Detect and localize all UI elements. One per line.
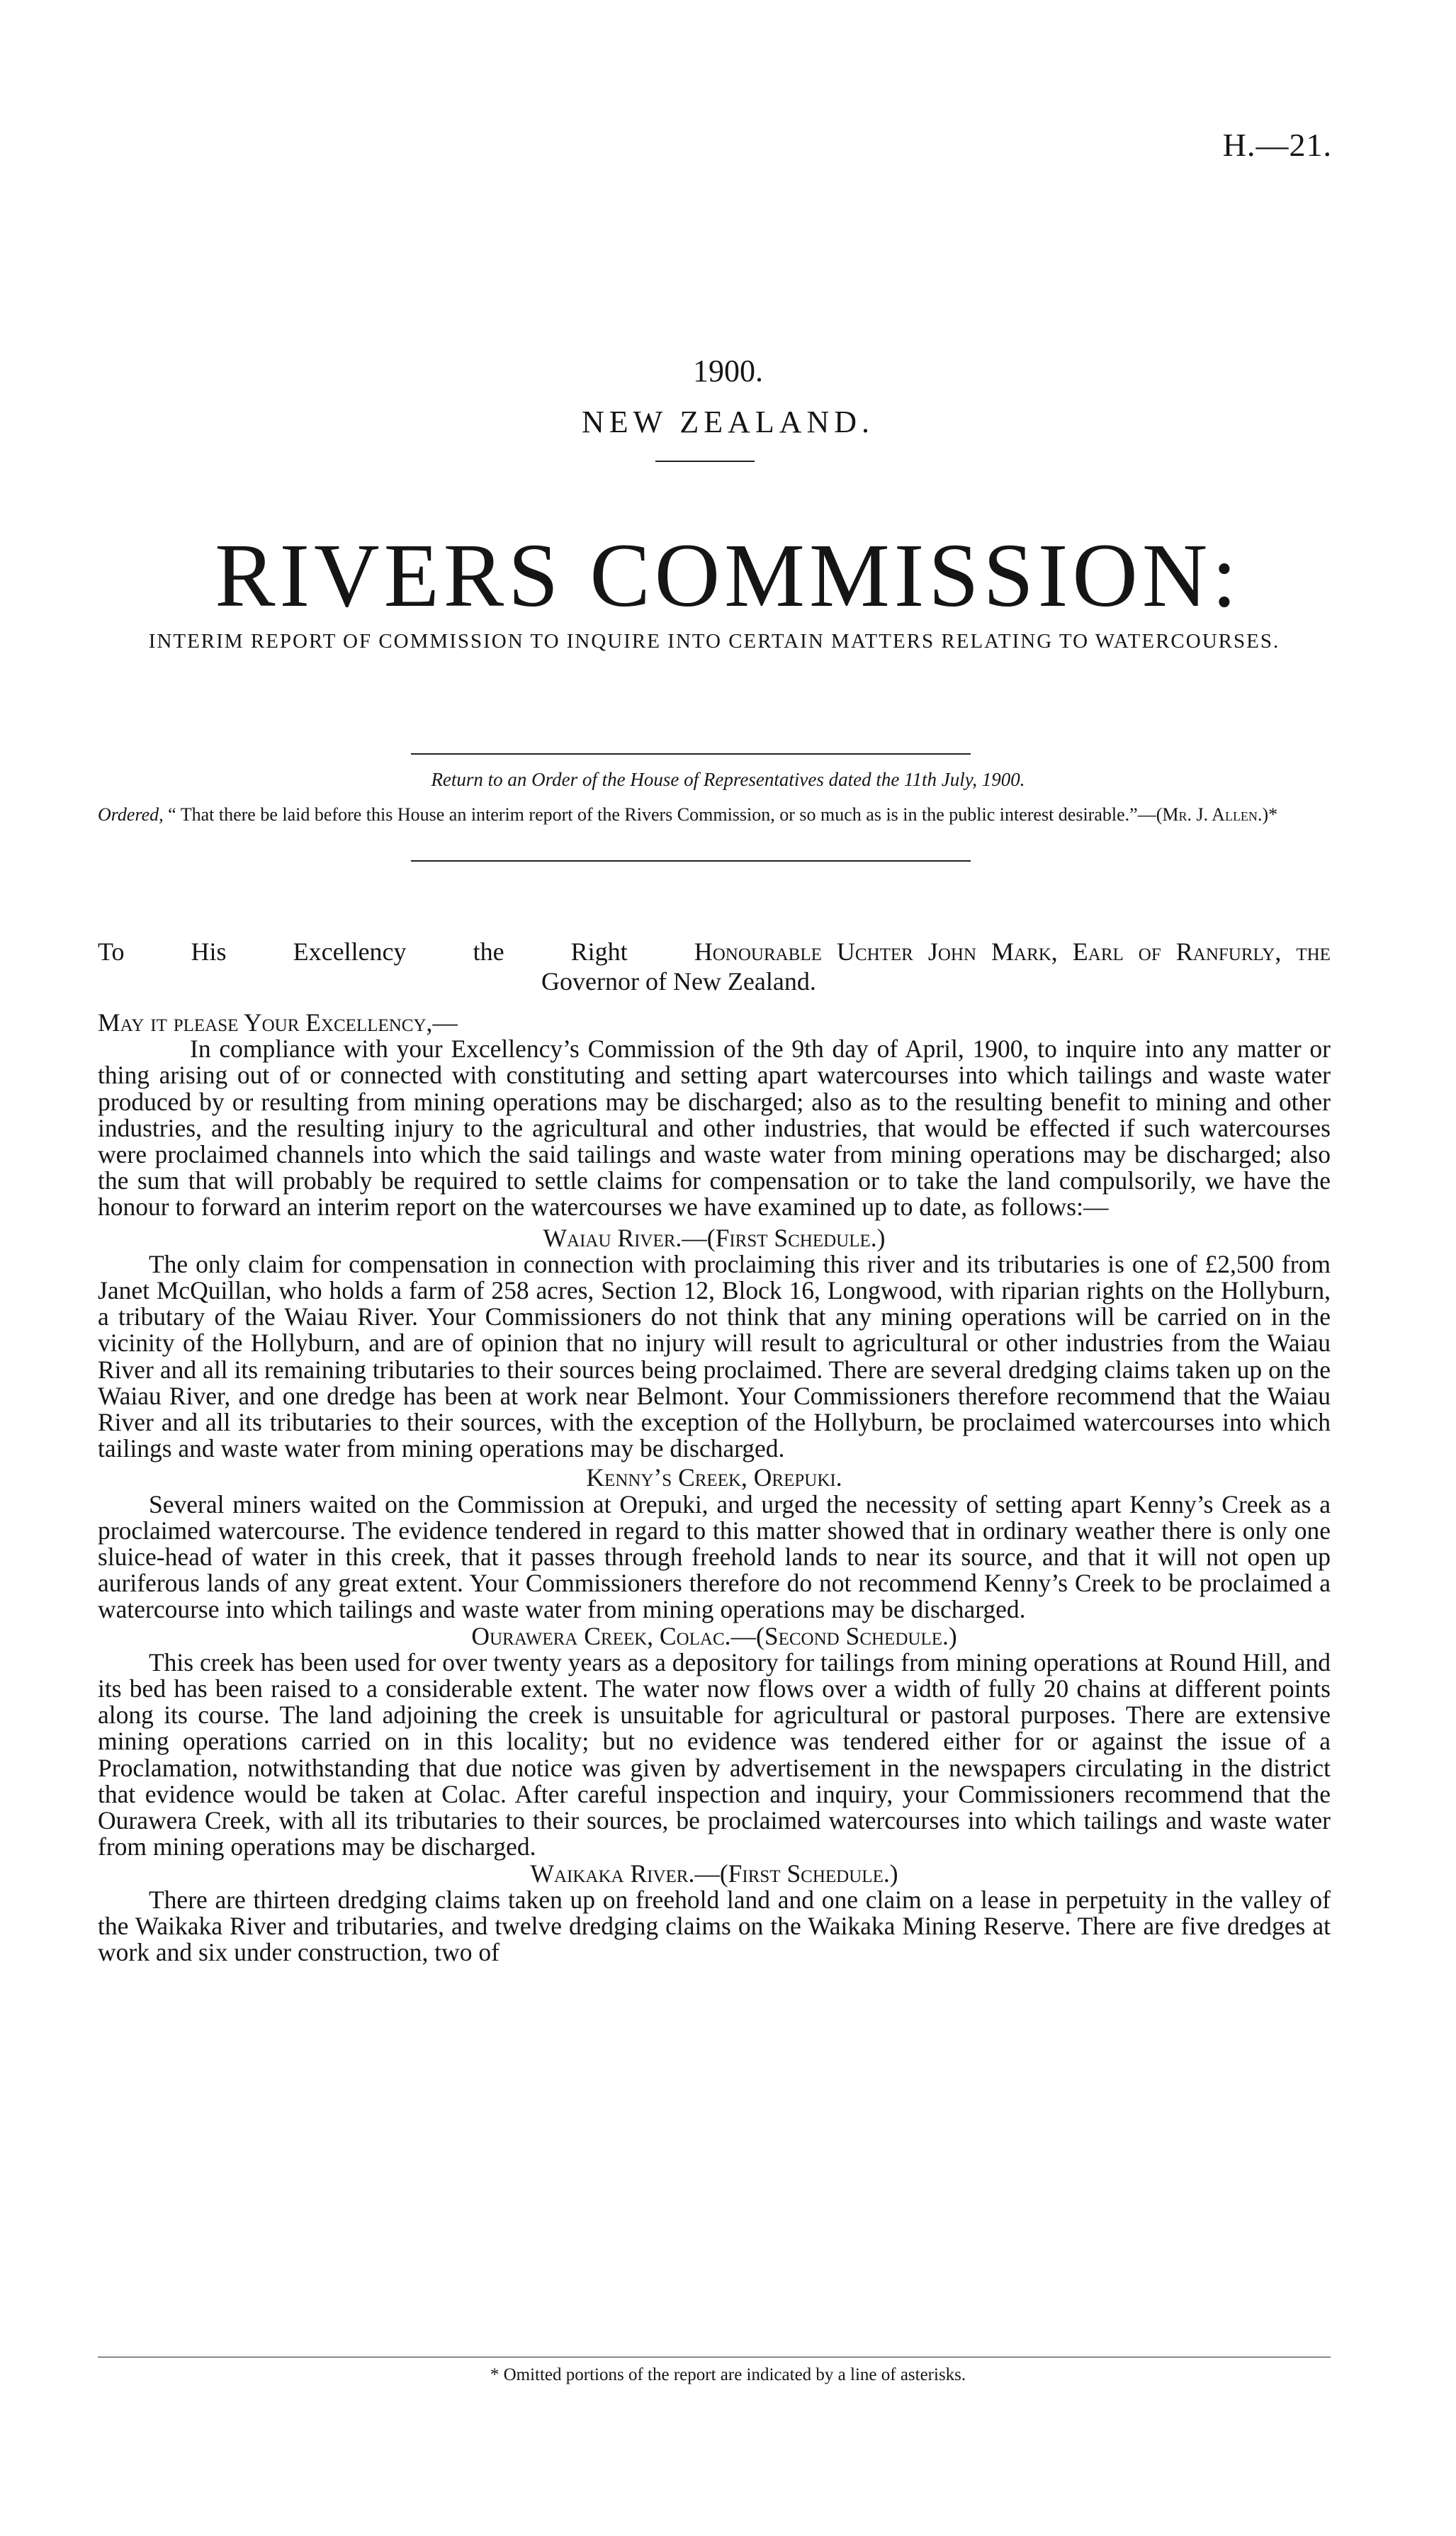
address-word: Excellency <box>293 937 407 966</box>
order-top-rule <box>411 753 971 755</box>
footnote: * Omitted portions of the report are indicated by a line of asterisks. <box>490 2365 966 2384</box>
order-bottom-rule <box>411 860 971 862</box>
intro-paragraph: In compliance with your Excellency’s Commission of the 9th day of April, 1900, to inquire into any matter or thing arising out of or connected with constituting and setting apart watercourses into which tailings and waste water produced by or resulting from mining operations may be discharged; also as to the resulting benefit to mining and other industries, and the resulting injury to the agricultural and other industries, that would be effected if such watercourses were proclaimed channels into which the said tailings and waste water from mining operations may be discharged; also the sum that will probably be required to settle claims for compensation or to take the land compulsorily, we have the honour to forward an interim report on the watercourses we have examined up to date, as follows:— <box>98 1035 1331 1222</box>
report-year: 1900. <box>693 354 763 388</box>
page-reference: H.—21. <box>1222 127 1332 163</box>
section-heading-ourawera: Ourawera Creek, Colac.—(Second Schedule.) <box>471 1621 957 1650</box>
document-subtitle: INTERIM REPORT OF COMMISSION TO INQUIRE INTO CERTAIN MATTERS RELATING TO WATERCOURSES. <box>148 630 1280 653</box>
ordered-mover: Mr. J. Allen <box>1162 804 1258 825</box>
document-title: RIVERS COMMISSION: <box>215 525 1241 626</box>
section-heading-waikaka: Waikaka River.—(First Schedule.) <box>530 1859 898 1888</box>
salutation: May it please Your Excellency,— <box>98 1008 458 1037</box>
section-text-kennys-creek: Several miners waited on the Commission at Orepuki, and urged the necessity of setting apart Kenny’s Creek as a proclaimed watercourse. The evidence tendered in regard to this matter showed that in ordinary weather there is only one sluice-head of water in this creek, that it passes through freehold lands to near its source, and that it will not open up auriferous lands of any great extent. Your Commissioners therefore do not recommend Kenny’s Creek to be proclaimed a watercourse into which tailings and waste water from mining operations may be discharged. <box>98 1489 1331 1624</box>
title-rule <box>655 461 755 462</box>
address-word: His <box>191 937 227 966</box>
ordered-end: .)* <box>1257 804 1278 825</box>
section-text-waiau: The only claim for compensation in connection with proclaiming this river and its tributaries is one of £2,500 from Janet McQuillan, who holds a farm of 258 acres, Section 12, Block 16, Longwood, with riparian rights on the Hollyburn, a tributary of the Waiau River. Your Commissioners do not think that any mining operations will be carried on in the vicinity of the Hollyburn, and are of opinion that no injury will result to agricultural or other industries from the Waiau River and all its remaining tributaries to their sources being proclaimed. There are several dredging claims taken up on the Waiau River, and one dredge has been at work near Belmont. Your Commissioners therefore recommend that the Waiau River and all its tributaries to their sources, with the exception of the Hollyburn, be proclaimed watercourses into which tailings and waste water from mining operations may be discharged. <box>98 1249 1331 1463</box>
address-name: Honourable Uchter John Mark, Earl of Ranfurly, the <box>694 937 1331 966</box>
address-line-2: Governor of New Zealand. <box>541 967 816 996</box>
section-text-waikaka: There are thirteen dredging claims taken up on freehold land and one claim on a lease in perpetuity in the valley of the Waikaka River and tributaries, and twelve dredging claims on the Waikaka Mining Reserve. There are five dredges at work and six under construction, two of <box>98 1885 1331 1967</box>
return-order: Return to an Order of the House of Representatives dated the 11th July, 1900. <box>431 769 1025 790</box>
country-heading: NEW ZEALAND. <box>581 405 875 439</box>
report-body <box>98 1010 1331 1966</box>
section-text-ourawera: This creek has been used for over twenty years as a depository for tailings from mining operations at Round Hill, and its bed has been raised to a considerable extent. The water now flows over a width of fully 20 chains at different points along its course. The land adjoining the creek is unsuitable for agricultural or pastoral purposes. There are extensive mining operations carried on in this locality; but no evidence was tendered either for or against the issue of a Proclamation, notwithstanding that due notice was given by advertisement in the newspapers circulating in the district that evidence would be taken at Colac. After careful inspection and inquiry, your Commissioners recommend that the Ourawera Creek, with all its tributaries to their sources, be proclaimed watercourses into which tailings and waste water from mining operations may be discharged. <box>98 1647 1331 1861</box>
ordered-text: “ That there be laid before this House an interim report of the Rivers Commission, or so much as is in the public interest desirable.”—( <box>168 804 1163 825</box>
ordered-statement <box>98 802 1331 828</box>
section-heading-waiau: Waiau River.—(First Schedule.) <box>543 1223 886 1252</box>
address-block <box>98 937 1331 996</box>
ordered-label: Ordered, <box>98 804 164 825</box>
address-word: Right <box>570 937 628 966</box>
section-heading-kennys-creek: Kenny’s Creek, Orepuki. <box>586 1463 842 1492</box>
address-word: To <box>98 937 125 966</box>
address-word: the <box>473 937 504 966</box>
